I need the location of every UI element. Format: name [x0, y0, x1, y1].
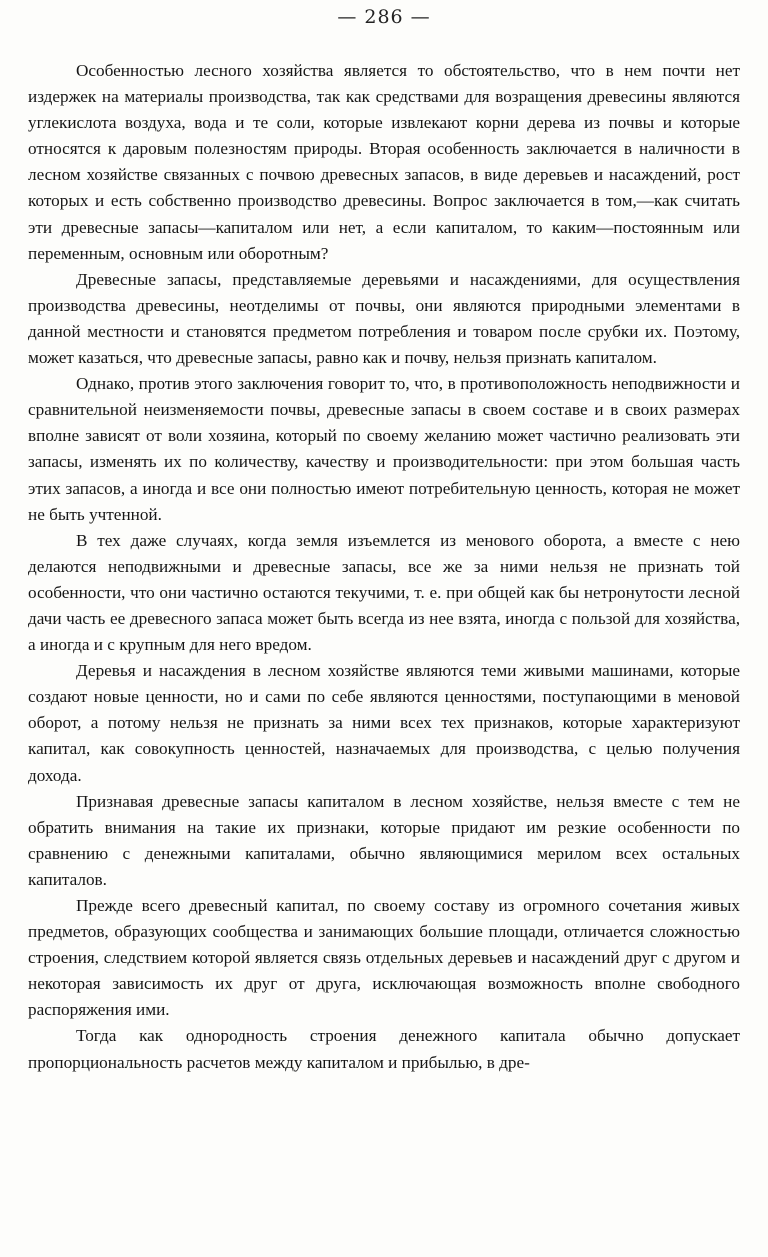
paragraph-8: Тогда как однородность строения денежного капитала обычно допускает пропорциональность расчетов между капиталом и прибылью, в дре-: [28, 1026, 740, 1072]
body-text: [28, 58, 740, 1076]
page-number: — 286 —: [337, 6, 431, 28]
paragraph-6: Признавая древесные запасы капиталом в лесном хозяйстве, нельзя вместе с тем не обратить внимания на такие их признаки, которые придают им резкие особенности по сравнению с денежными капиталами, обычно являющимися мерилом всех остальных капиталов.: [28, 791, 740, 889]
paragraph-3: Однако, против этого заключения говорит то, что, в противоположность неподвижности и сравнительной неизменяемости почвы, древесные запасы в своем составе и в своих размерах вполне зависят от воли хозяина, который по своему желанию может частично реализовать эти запасы, изменять их по количеству, качеству и производительности: при этом большая часть этих запасов, а иногда и все они полностью имеют потребительную ценность, которая не может не быть учтенной.: [28, 374, 740, 524]
paragraph-1: Особенностью лесного хозяйства является то обстоятельство, что в нем почти нет издержек на материалы производства, так как средствами для возращения древесины являются углекислота воздуха, вода и те соли, которые извлекают корни дерева из почвы и которые относятся к даровым полезностям природы. Вторая особенность заключается в наличности в лесном хозяйстве связанных с почвою древесных запасов, в виде деревьев и насаждений, рост которых и есть собственно производство древесины. Вопрос заключается в том,—как считать эти древесные запасы—капиталом или нет, а если капиталом, то каким—постоянным или переменным, основным или оборотным?: [28, 61, 740, 263]
paragraph-7: Прежде всего древесный капитал, по своему составу из огромного сочетания живых предметов, образующих сообщества и занимающих большие площади, отличается сложностью строения, следствием которой является связь отдельных деревьев и насаждений друг с другом и некоторая зависимость их друг от друга, исключающая возможность вполне свободного распоряжения ими.: [28, 896, 740, 1020]
paragraph-5: Деревья и насаждения в лесном хозяйстве являются теми живыми машинами, которые создают новые ценности, но и сами по себе являются ценностями, поступающими в меновой оборот, а потому нельзя не признать за ними всех тех признаков, которые характеризуют капитал, как совокупность ценностей, назначаемых для производства, с целью получения дохода.: [28, 661, 740, 785]
paragraph-2: Древесные запасы, представляемые деревьями и насаждениями, для осуществления производства древесины, неотделимы от почвы, они являются природными элементами в данной местности и становятся предметом потребления и товаром после срубки их. Поэтому, может казаться, что древесные запасы, равно как и почву, нельзя признать капиталом.: [28, 269, 740, 368]
paragraph-4: В тех даже случаях, когда земля изъемлется из менового оборота, а вместе с нею делаются неподвижными и древесные запасы, все же за ними нельзя не признать той особенности, что они частично остаются текучими, т. е. при общей как бы нетронутости лесной дачи часть ее древесного запаса может быть всегда из нее взята, иногда с пользой для хозяйства, а иногда и с крупным для него вредом.: [28, 530, 740, 655]
